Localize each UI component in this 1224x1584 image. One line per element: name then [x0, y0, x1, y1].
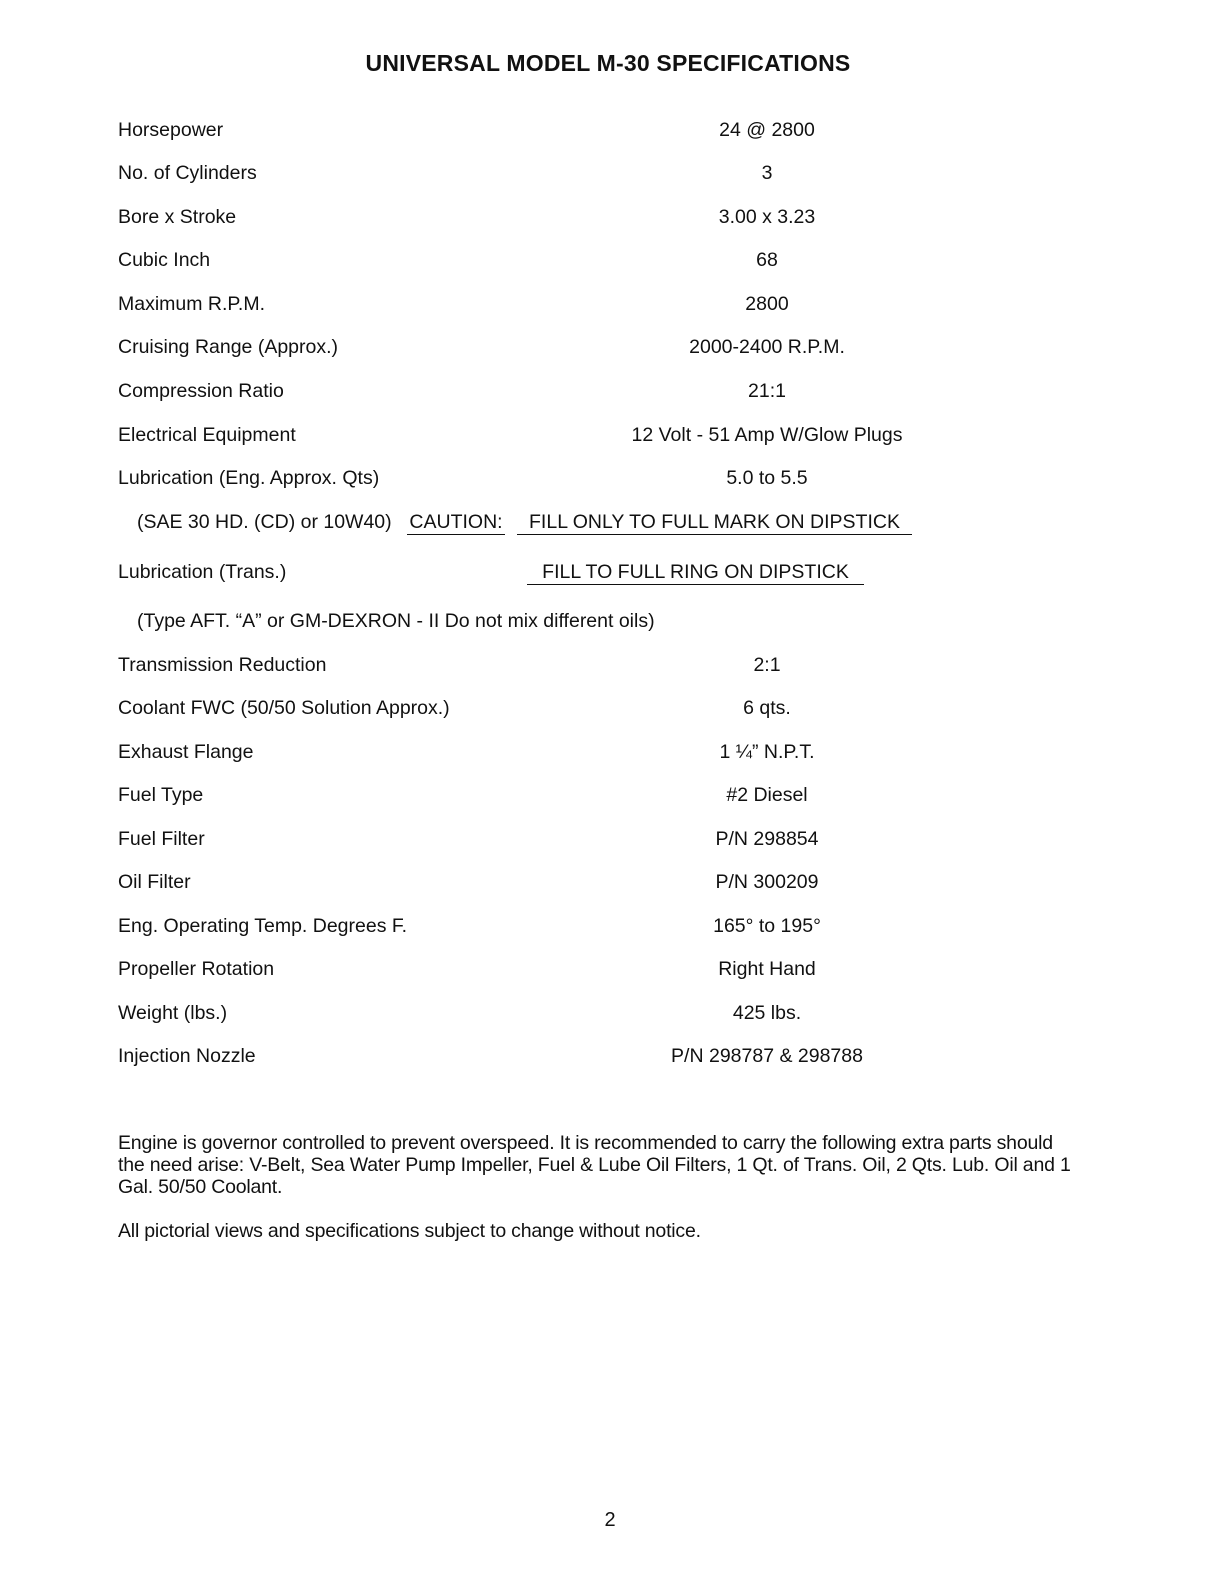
- spec-row: [0, 115, 1224, 145]
- spec-row: [0, 824, 1224, 854]
- spec-value: P/N 300209: [715, 871, 819, 893]
- spec-value: 21:1: [748, 380, 786, 402]
- spec-value: 3: [761, 162, 773, 184]
- page-title: UNIVERSAL MODEL M-30 SPECIFICATIONS: [365, 50, 851, 76]
- spec-row: [0, 463, 1224, 493]
- spec-label: Horsepower: [118, 119, 224, 141]
- spec-value: 12 Volt - 51 Amp W/Glow Plugs: [631, 424, 903, 446]
- disclaimer-paragraph: All pictorial views and specifications subject to change without notice.: [118, 1220, 701, 1242]
- oil-grade-note: (SAE 30 HD. (CD) or 10W40): [137, 511, 392, 533]
- spec-row: [0, 245, 1224, 275]
- spec-row: [0, 780, 1224, 810]
- governor-paragraph: Engine is governor controlled to prevent overspeed. It is recommended to carry the following extra parts should the need arise: V-Belt, Sea Water Pump Impeller, Fuel & Lube Oil Filters, 1 Qt. of Trans. Oil, 2 Qts. Lub. Oil and 1 Gal. 50/50 Coolant.: [118, 1132, 1071, 1198]
- spec-value: #2 Diesel: [726, 784, 808, 806]
- spec-label: Fuel Filter: [118, 828, 205, 850]
- caution-label-underline: [407, 534, 505, 535]
- spec-label: Exhaust Flange: [118, 741, 254, 763]
- spec-label: Coolant FWC (50/50 Solution Approx.): [118, 697, 450, 719]
- spec-value: 165° to 195°: [713, 915, 821, 937]
- spec-row: [0, 420, 1224, 450]
- page-number: 2: [604, 1509, 616, 1531]
- spec-row: [0, 954, 1224, 984]
- spec-value: Right Hand: [718, 958, 816, 980]
- spec-row: [0, 998, 1224, 1028]
- spec-value: P/N 298787 & 298788: [671, 1045, 863, 1067]
- caution-label: CAUTION:: [409, 511, 503, 533]
- trans-lube-instruction: FILL TO FULL RING ON DIPSTICK: [542, 561, 849, 583]
- spec-row: [0, 158, 1224, 188]
- spec-row: [0, 867, 1224, 897]
- spec-label: Maximum R.P.M.: [118, 293, 265, 315]
- spec-value: P/N 298854: [715, 828, 819, 850]
- spec-value: 1 ¼” N.P.T.: [719, 741, 815, 763]
- spec-row: [0, 693, 1224, 723]
- spec-row: [0, 737, 1224, 767]
- spec-label: Eng. Operating Temp. Degrees F.: [118, 915, 408, 937]
- caution-text-underline: [517, 534, 912, 535]
- spec-value: 425 lbs.: [732, 1002, 802, 1024]
- spec-row: [0, 376, 1224, 406]
- spec-label: Lubrication (Trans.): [118, 561, 287, 583]
- spec-value: 6 qts.: [743, 697, 791, 719]
- spec-label: Fuel Type: [118, 784, 204, 806]
- spec-label: No. of Cylinders: [118, 162, 257, 184]
- spec-label: Electrical Equipment: [118, 424, 296, 446]
- spec-value: 2800: [745, 293, 789, 315]
- spec-label: Injection Nozzle: [118, 1045, 256, 1067]
- spec-label: Oil Filter: [118, 871, 191, 893]
- spec-value: 2000-2400 R.P.M.: [689, 336, 845, 358]
- spec-row: [0, 332, 1224, 362]
- caution-text: FILL ONLY TO FULL MARK ON DIPSTICK: [529, 511, 900, 533]
- spec-value: 68: [756, 249, 778, 271]
- spec-label: Lubrication (Eng. Approx. Qts): [118, 467, 380, 489]
- spec-value: 5.0 to 5.5: [726, 467, 808, 489]
- spec-label: Weight (lbs.): [118, 1002, 228, 1024]
- spec-row: [0, 911, 1224, 941]
- spec-label: Compression Ratio: [118, 380, 284, 402]
- spec-label: Cubic Inch: [118, 249, 211, 271]
- spec-row: [0, 289, 1224, 319]
- trans-lube-underline: [527, 584, 864, 585]
- spec-value: 3.00 x 3.23: [718, 206, 816, 228]
- spec-value: 24 @ 2800: [719, 119, 815, 141]
- spec-label: Bore x Stroke: [118, 206, 237, 228]
- spec-label: Transmission Reduction: [118, 654, 327, 676]
- spec-label: Cruising Range (Approx.): [118, 336, 339, 358]
- spec-row: [0, 202, 1224, 232]
- trans-oil-note: (Type AFT. “A” or GM-DEXRON - II Do not mix different oils): [137, 610, 655, 632]
- spec-value: 2:1: [753, 654, 781, 676]
- spec-row: [0, 650, 1224, 680]
- spec-label: Propeller Rotation: [118, 958, 275, 980]
- spec-row: [0, 1041, 1224, 1071]
